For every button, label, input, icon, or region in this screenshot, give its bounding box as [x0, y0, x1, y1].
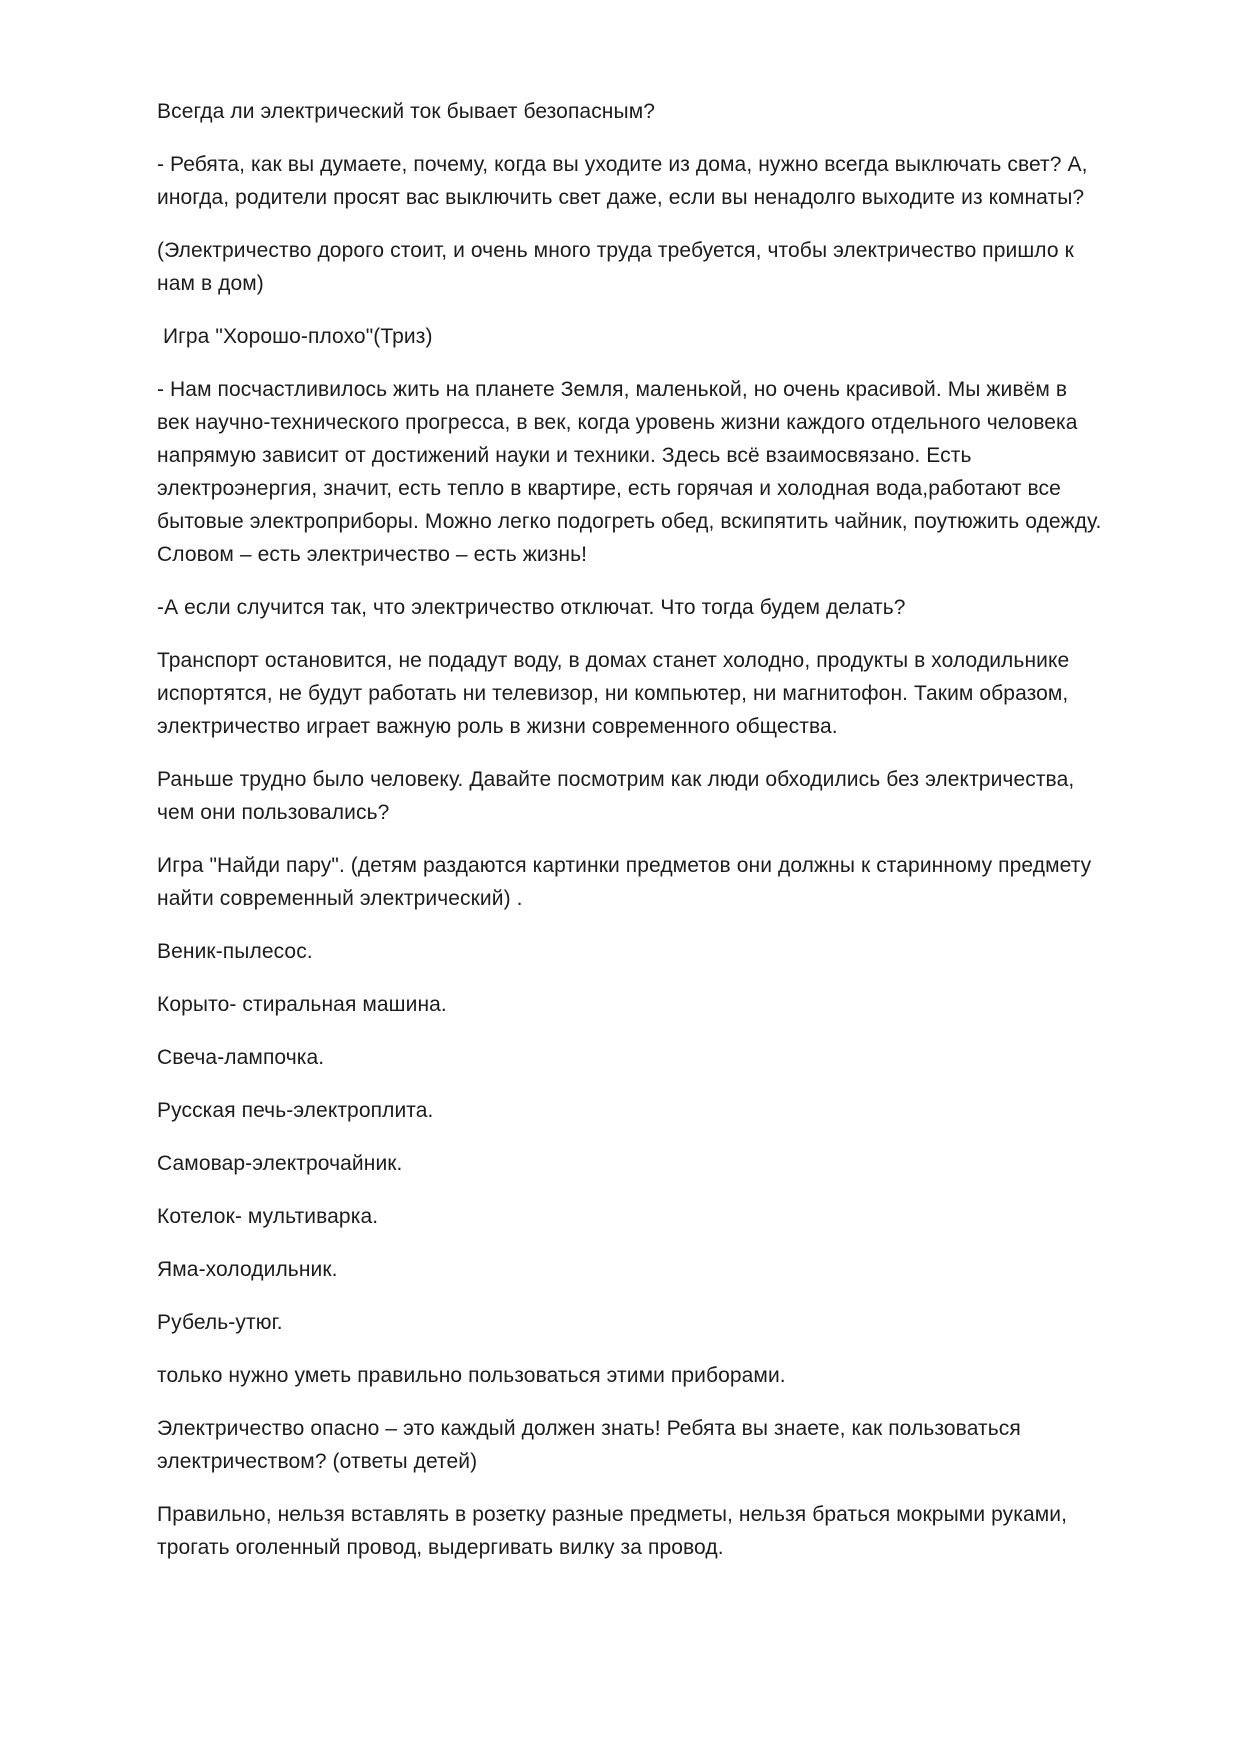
- teacher-question-lights: - Ребята, как вы думаете, почему, когда вы уходите из дома, нужно всегда выключать свет? А, иногда, родители просят вас выключить свет даже, если вы ненадолго выходите из комнаты?: [157, 153, 1094, 209]
- game-find-pair-heading: Игра "Найди пару". (детям раздаются картинки предметов они должны к старинному предмету найти современный электрический) .: [157, 854, 1098, 910]
- pair-item-rubel-iron: Рубель-утюг.: [157, 1311, 283, 1334]
- pair-item-candle-bulb: Свеча-лампочка.: [157, 1046, 325, 1069]
- pair-item-trough-washer: Корыто- стиральная машина.: [157, 993, 447, 1016]
- game-good-bad-heading: Игра "Хорошо-плохо"(Триз): [157, 325, 433, 348]
- question-title: Всегда ли электрический ток бывает безопасным?: [157, 100, 656, 123]
- usage-note: только нужно уметь правильно пользоваться этими приборами.: [157, 1364, 786, 1387]
- document-body: [157, 95, 1108, 1564]
- narration-progress: - Нам посчастливилось жить на планете Земля, маленькой, но очень красивой. Мы живём в век научно-технического прогресса, в век, когда уровень жизни каждого отдельного человека напрямую зависит от достижений науки и техники. Здесь всё взаимосвязано. Есть электроэнергия, значит, есть тепло в квартире, есть горячая и холодная вода,работают все бытовые электроприборы. Можно легко подогреть обед, вскипятить чайник, поутюжить одежду. Словом – есть электричество – есть жизнь!: [157, 378, 1108, 566]
- safety-rules: Правильно, нельзя вставлять в розетку разные предметы, нельзя браться мокрыми руками, трогать оголенный провод, выдергивать вилку за провод.: [157, 1503, 1073, 1559]
- question-past-life: Раньше трудно было человеку. Давайте посмотрим как люди обходились без электричества, чем они пользовались?: [157, 768, 1081, 824]
- pair-item-pot-multicooker: Котелок- мультиварка.: [157, 1205, 379, 1228]
- safety-warning: Электричество опасно – это каждый должен знать! Ребята вы знаете, как пользоваться электричеством? (ответы детей): [157, 1417, 1027, 1473]
- pair-item-broom-vacuum: Веник-пылесос.: [157, 940, 313, 963]
- pair-item-pit-fridge: Яма-холодильник.: [157, 1258, 338, 1281]
- question-power-off: -А если случится так, что электричество отключат. Что тогда будем делать?: [157, 596, 906, 619]
- pair-item-samovar-kettle: Самовар-электрочайник.: [157, 1152, 403, 1175]
- consequences-paragraph: Транспорт остановится, не подадут воду, в домах станет холодно, продукты в холодильнике испортятся, не будут работать ни телевизор, ни компьютер, ни магнитофон. Таким образом, электричество играет важную роль в жизни современного общества.: [157, 649, 1076, 738]
- expected-answer-cost: (Электричество дорого стоит, и очень много труда требуется, чтобы электричество пришло к нам в дом): [157, 239, 1080, 295]
- pair-item-stove-cooktop: Русская печь-электроплита.: [157, 1099, 434, 1122]
